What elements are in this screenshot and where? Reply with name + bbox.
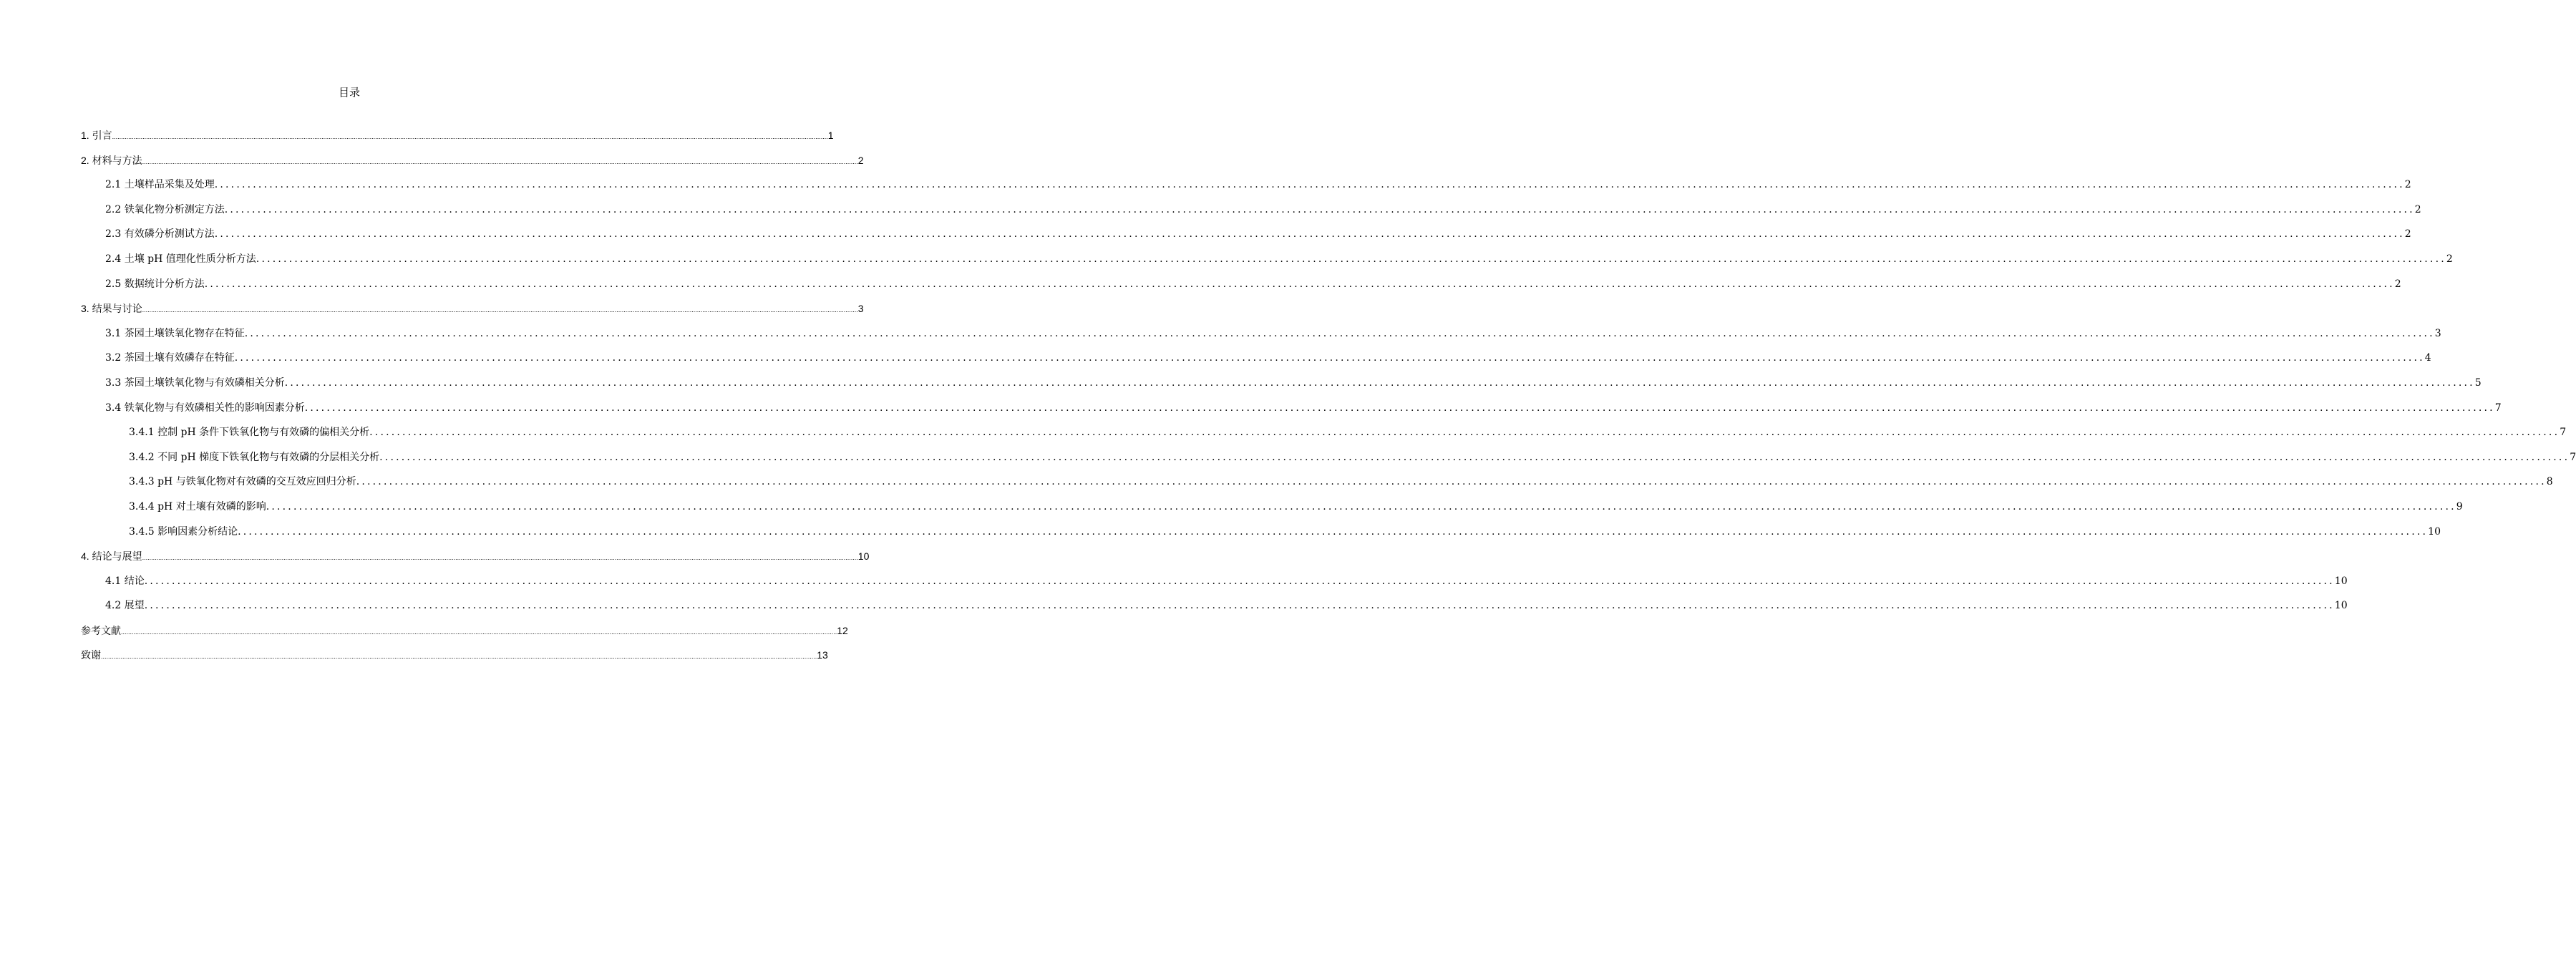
- dot-leader: ................................................................................................................................................................................................................................................................................................................................................................................................................: [369, 427, 2560, 439]
- toc-entry-label: 3. 结果与讨论: [81, 303, 142, 315]
- dot-leader: ................................................................................................................................................................................................................................................................................................................................................................................................................: [144, 600, 2335, 612]
- toc-entry-label: 3.1 茶园土壤铁氧化物存在特征: [105, 327, 245, 339]
- toc-entry[interactable]: [81, 598, 2348, 623]
- toc-entry-page: 8: [2546, 476, 2553, 488]
- toc-entry[interactable]: [81, 573, 2348, 598]
- dot-leader: ................................................................................................................................................................................................................................................................................................................................................................................................................: [224, 203, 2415, 215]
- toc-entry-page: 2: [2404, 179, 2411, 191]
- dot-leader: ................................................................................................................................................................................................................................................................................................................................................................................................................: [234, 352, 2425, 364]
- dot-leader: ................................................................................................................................................................................................................................................................................................................................................................................................................: [142, 554, 858, 562]
- toc-entry[interactable]: [81, 647, 828, 672]
- toc-entry[interactable]: [81, 548, 870, 573]
- toc-entry-page: 10: [2334, 600, 2348, 612]
- toc-entry-label: 3.4.2 不同 pH 梯度下铁氧化物与有效磷的分层相关分析: [129, 451, 380, 463]
- toc-entry-page: 9: [2456, 500, 2463, 512]
- toc-entry[interactable]: [81, 276, 2401, 301]
- dot-leader: ................................................................................................................................................................................................................................................................................................................................................................................................................: [244, 327, 2435, 339]
- dot-leader: ................................................................................................................................................................................................................................................................................................................................................................................................................: [256, 253, 2446, 265]
- toc-entry-page: 10: [2428, 525, 2441, 538]
- dot-leader: ................................................................................................................................................................................................................................................................................................................................................................................................................: [142, 306, 858, 314]
- toc-entry-page: 13: [817, 649, 828, 661]
- toc-entry-page: 4: [2424, 352, 2431, 364]
- toc-entry-label: 2.1 土壤样品采集及处理: [105, 179, 215, 191]
- dot-leader: ................................................................................................................................................................................................................................................................................................................................................................................................................: [214, 179, 2405, 191]
- dot-leader: ................................................................................................................................................................................................................................................................................................................................................................................................................: [238, 525, 2429, 538]
- toc-entry-page: 7: [2570, 451, 2576, 463]
- dot-leader: ................................................................................................................................................................................................................................................................................................................................................................................................................: [379, 451, 2570, 463]
- toc-entry[interactable]: [81, 301, 864, 326]
- toc-entry-label: 致谢: [81, 649, 101, 661]
- toc-entry[interactable]: [81, 127, 834, 152]
- dot-leader: ................................................................................................................................................................................................................................................................................................................................................................................................................: [356, 476, 2547, 488]
- toc-entry-page: 7: [2494, 402, 2502, 414]
- toc-entry-page: 12: [837, 624, 848, 636]
- toc-entry[interactable]: [81, 251, 2453, 276]
- toc-entry-label: 2.3 有效磷分析测试方法: [105, 228, 215, 240]
- dot-leader: ................................................................................................................................................................................................................................................................................................................................................................................................................: [142, 157, 858, 165]
- toc-entry[interactable]: [81, 350, 2431, 375]
- dot-leader: ................................................................................................................................................................................................................................................................................................................................................................................................................: [304, 402, 2495, 414]
- dot-leader: ................................................................................................................................................................................................................................................................................................................................................................................................................: [112, 133, 828, 140]
- dot-leader: ................................................................................................................................................................................................................................................................................................................................................................................................................: [284, 376, 2475, 389]
- dot-leader: ................................................................................................................................................................................................................................................................................................................................................................................................................: [266, 500, 2456, 512]
- toc-entry-label: 3.3 茶园土壤铁氧化物与有效磷相关分析: [105, 376, 285, 389]
- dot-leader: ................................................................................................................................................................................................................................................................................................................................................................................................................: [204, 278, 2395, 290]
- toc-entry-page: 2: [857, 154, 864, 166]
- toc-entry[interactable]: [81, 177, 2411, 202]
- toc-entry[interactable]: [81, 424, 2567, 450]
- toc-entry-label: 2.2 铁氧化物分析测定方法: [105, 203, 225, 215]
- toc-entry-page: 10: [2334, 575, 2348, 587]
- toc-entry-label: 2.5 数据统计分析方法: [105, 278, 205, 290]
- dot-leader: ................................................................................................................................................................................................................................................................................................................................................................................................................: [101, 653, 817, 661]
- toc-entry-page: 2: [2446, 253, 2453, 265]
- toc-entry[interactable]: [81, 474, 2553, 499]
- toc-entry-label: 3.4.1 控制 pH 条件下铁氧化物与有效磷的偏相关分析: [129, 427, 370, 439]
- toc-entry-label: 参考文献: [81, 624, 121, 636]
- toc-entry[interactable]: [81, 375, 2482, 400]
- toc-entry-label: 3.4 铁氧化物与有效磷相关性的影响因素分析: [105, 402, 305, 414]
- toc-entry[interactable]: [81, 450, 2576, 475]
- toc-entry-label: 4.1 结论: [105, 575, 145, 587]
- dot-leader: ................................................................................................................................................................................................................................................................................................................................................................................................................: [144, 575, 2335, 587]
- toc-entry-label: 4.2 展望: [105, 600, 145, 612]
- toc-entry-label: 3.4.3 pH 与铁氧化物对有效磷的交互效应回归分析: [129, 476, 356, 488]
- toc-entry[interactable]: [81, 326, 2441, 351]
- toc-entry-page: 2: [2414, 203, 2421, 215]
- toc-entry-label: 3.4.4 pH 对土壤有效磷的影响: [129, 500, 266, 512]
- toc-entry-page: 5: [2474, 376, 2482, 389]
- toc-entry-label: 4. 结论与展望: [81, 550, 142, 563]
- toc-entry[interactable]: [81, 152, 864, 178]
- toc-entry-page: 7: [2560, 427, 2567, 439]
- toc-entry[interactable]: [81, 499, 2463, 524]
- toc-entry-label: 2.4 土壤 pH 值理化性质分析方法: [105, 253, 256, 265]
- toc-title: 目录: [338, 86, 360, 99]
- toc-entry-label: 2. 材料与方法: [81, 154, 142, 166]
- toc-entry-page: 3: [857, 303, 864, 315]
- table-of-contents: [81, 127, 2576, 672]
- toc-entry[interactable]: [81, 226, 2411, 251]
- toc-entry[interactable]: [81, 623, 848, 648]
- dot-leader: ................................................................................................................................................................................................................................................................................................................................................................................................................: [121, 628, 837, 636]
- toc-entry-page: 2: [2404, 228, 2411, 240]
- toc-entry-page: 1: [827, 130, 834, 141]
- toc-entry[interactable]: [81, 400, 2502, 425]
- toc-entry-label: 3.4.5 影响因素分析结论: [129, 525, 238, 538]
- toc-entry-page: 10: [857, 550, 870, 563]
- toc-entry[interactable]: [81, 202, 2421, 227]
- toc-entry-page: 3: [2434, 327, 2441, 339]
- toc-entry-label: 1. 引言: [81, 130, 112, 141]
- toc-entry-label: 3.2 茶园土壤有效磷存在特征: [105, 352, 235, 364]
- toc-entry-page: 2: [2394, 278, 2401, 290]
- toc-entry[interactable]: [81, 524, 2441, 549]
- dot-leader: ................................................................................................................................................................................................................................................................................................................................................................................................................: [214, 228, 2405, 240]
